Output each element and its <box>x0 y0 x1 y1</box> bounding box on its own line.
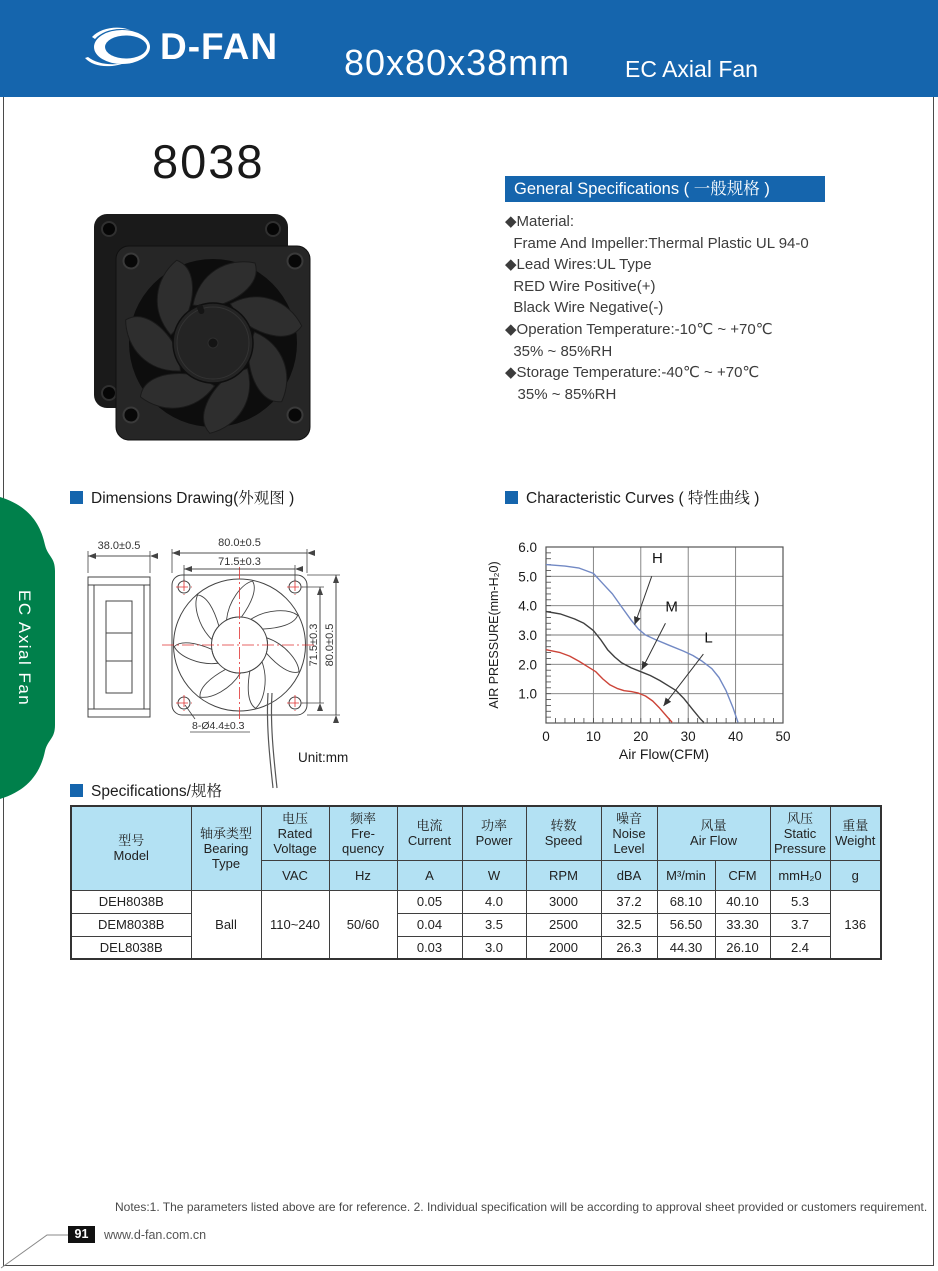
unit-airflow-m3min: M³/min <box>657 860 715 890</box>
spec-line: ◆Material: <box>505 213 575 230</box>
footer-notes: Notes:1. The parameters listed above are for reference. 2. Individual specification will be according to approval sheet provided or customers requirement. <box>115 1200 928 1214</box>
dimensions-drawing <box>72 525 457 790</box>
brand-name: D-FAN <box>160 26 279 67</box>
general-specifications-list <box>505 211 840 405</box>
bottom-border-line <box>3 1265 934 1266</box>
cell-airflow-cfm: 26.10 <box>715 936 770 959</box>
cell-airflow-cfm: 40.10 <box>715 890 770 913</box>
cell-noise: 26.3 <box>601 936 657 959</box>
cell-airflow-m3min: 44.30 <box>657 936 715 959</box>
cell-current: 0.04 <box>397 913 462 936</box>
website-text: www.d-fan.com.cn <box>104 1228 207 1242</box>
col-header-voltage: 电压 Rated Voltage <box>261 806 329 860</box>
specifications-table <box>70 805 882 960</box>
table-section-title: Specifications/规格 <box>70 779 222 801</box>
spec-line: 35% ~ 85%RH <box>505 342 613 360</box>
col-header-weight: 重量 Weight <box>830 806 881 860</box>
swoosh-logo-icon <box>84 24 156 70</box>
svg-text:30: 30 <box>680 729 696 744</box>
x-axis-title: Air Flow(CFM) <box>618 746 710 762</box>
dimensions-section-title: Dimensions Drawing(外观图 ) <box>70 486 294 508</box>
cell-pressure: 3.7 <box>770 913 830 936</box>
spec-line: 35% ~ 85%RH <box>505 385 617 403</box>
svg-text:H: H <box>651 550 663 568</box>
cell-current: 0.03 <box>397 936 462 959</box>
page-header <box>0 0 938 97</box>
unit-note: Unit:mm <box>298 750 349 765</box>
cell-voltage: 110~240 <box>261 890 329 959</box>
col-header-noise: 噪音 Noise Level <box>601 806 657 860</box>
spec-line: Frame And Impeller:Thermal Plastic UL 94-0 <box>505 234 809 252</box>
col-header-airflow: 风量 Air Flow <box>657 806 770 860</box>
spec-line: RED Wire Positive(+) <box>505 277 656 295</box>
section-bullet-icon <box>505 491 518 504</box>
spec-line: ◆Storage Temperature:-40℃ ~ +70℃ <box>505 364 760 382</box>
cell-frequency: 50/60 <box>329 890 397 959</box>
cell-power: 3.5 <box>462 913 526 936</box>
unit-noise: dBA <box>601 860 657 890</box>
unit-voltage: VAC <box>261 860 329 890</box>
unit-power: W <box>462 860 526 890</box>
unit-current: A <box>397 860 462 890</box>
header-subtitle: EC Axial Fan <box>625 56 758 82</box>
svg-text:40: 40 <box>728 729 744 744</box>
cell-speed: 2000 <box>526 936 601 959</box>
side-tab-label: EC Axial Fan <box>15 590 34 707</box>
col-header-power: 功率 Power <box>462 806 526 860</box>
dim-depth: 38.0±0.5 <box>97 540 141 552</box>
cell-power: 3.0 <box>462 936 526 959</box>
unit-weight: g <box>830 860 881 890</box>
cell-pressure: 5.3 <box>770 890 830 913</box>
col-header-frequency: 频率 Fre-quency <box>329 806 397 860</box>
centerlines <box>162 567 317 723</box>
dim-hole-pitch-height: 71.5±0.3 <box>308 623 320 667</box>
dim-outer-width: 80.0±0.5 <box>218 537 261 549</box>
dim-mounting-holes: 8-Ø4.4±0.3 <box>192 720 245 732</box>
col-header-current: 电流 Current <box>397 806 462 860</box>
unit-frequency: Hz <box>329 860 397 890</box>
svg-text:L: L <box>704 629 713 647</box>
fan-side-view <box>88 577 150 717</box>
svg-text:3.0: 3.0 <box>518 628 537 643</box>
spec-line: ◆Lead Wires:UL Type <box>505 256 652 274</box>
cell-model: DEH8038B <box>71 890 191 913</box>
col-header-pressure: 风压 Static Pressure <box>770 806 830 860</box>
dim-hole-pitch-width: 71.5±0.3 <box>218 556 261 568</box>
unit-pressure: mmH₂0 <box>770 860 830 890</box>
col-header-speed: 转数 Speed <box>526 806 601 860</box>
spec-line: Black Wire Negative(-) <box>505 299 664 317</box>
size-title: 80x80x38mm <box>344 42 571 83</box>
cell-weight: 136 <box>830 890 881 959</box>
col-header-bearing: 轴承类型 Bearing Type <box>191 806 261 890</box>
cell-bearing: Ball <box>191 890 261 959</box>
product-photo-fan <box>92 212 314 444</box>
cell-power: 4.0 <box>462 890 526 913</box>
table-row <box>71 890 881 913</box>
section-bullet-icon <box>70 784 83 797</box>
general-specifications-section <box>505 176 840 405</box>
svg-text:20: 20 <box>633 729 649 744</box>
cell-airflow-m3min: 56.50 <box>657 913 715 936</box>
svg-text:0: 0 <box>542 729 550 744</box>
svg-text:1.0: 1.0 <box>518 686 537 702</box>
cell-model: DEM8038B <box>71 913 191 936</box>
cell-model: DEL8038B <box>71 936 191 959</box>
svg-text:6.0: 6.0 <box>518 540 537 555</box>
model-number-title: 8038 <box>152 135 265 188</box>
section-bullet-icon <box>70 491 83 504</box>
spec-line: ◆Operation Temperature:-10℃ ~ +70℃ <box>505 320 773 338</box>
brand-logo <box>84 24 278 70</box>
svg-text:4.0: 4.0 <box>518 598 537 614</box>
cell-noise: 32.5 <box>601 913 657 936</box>
svg-text:50: 50 <box>775 729 791 744</box>
characteristic-curves-chart <box>480 515 810 775</box>
svg-text:2.0: 2.0 <box>518 657 537 673</box>
y-axis-title: AIR PRESSURE(mm-H₂0) <box>487 561 501 709</box>
col-header-model: 型号 Model <box>71 806 191 890</box>
cell-noise: 37.2 <box>601 890 657 913</box>
unit-speed: RPM <box>526 860 601 890</box>
right-border-line <box>933 97 934 1265</box>
cell-current: 0.05 <box>397 890 462 913</box>
cell-speed: 3000 <box>526 890 601 913</box>
curves-section-title: Characteristic Curves ( 特性曲线 ) <box>505 486 759 508</box>
svg-text:M: M <box>665 598 678 616</box>
cell-airflow-cfm: 33.30 <box>715 913 770 936</box>
unit-airflow-cfm: CFM <box>715 860 770 890</box>
svg-text:5.0: 5.0 <box>518 569 537 585</box>
page-number-badge: 91 <box>68 1226 95 1243</box>
cell-speed: 2500 <box>526 913 601 936</box>
dim-outer-height: 80.0±0.5 <box>324 623 336 667</box>
general-specifications-title: General Specifications ( 一般规格 ) <box>505 176 825 202</box>
cell-airflow-m3min: 68.10 <box>657 890 715 913</box>
cell-pressure: 2.4 <box>770 936 830 959</box>
lead-wires <box>267 693 277 788</box>
svg-text:10: 10 <box>585 729 601 744</box>
